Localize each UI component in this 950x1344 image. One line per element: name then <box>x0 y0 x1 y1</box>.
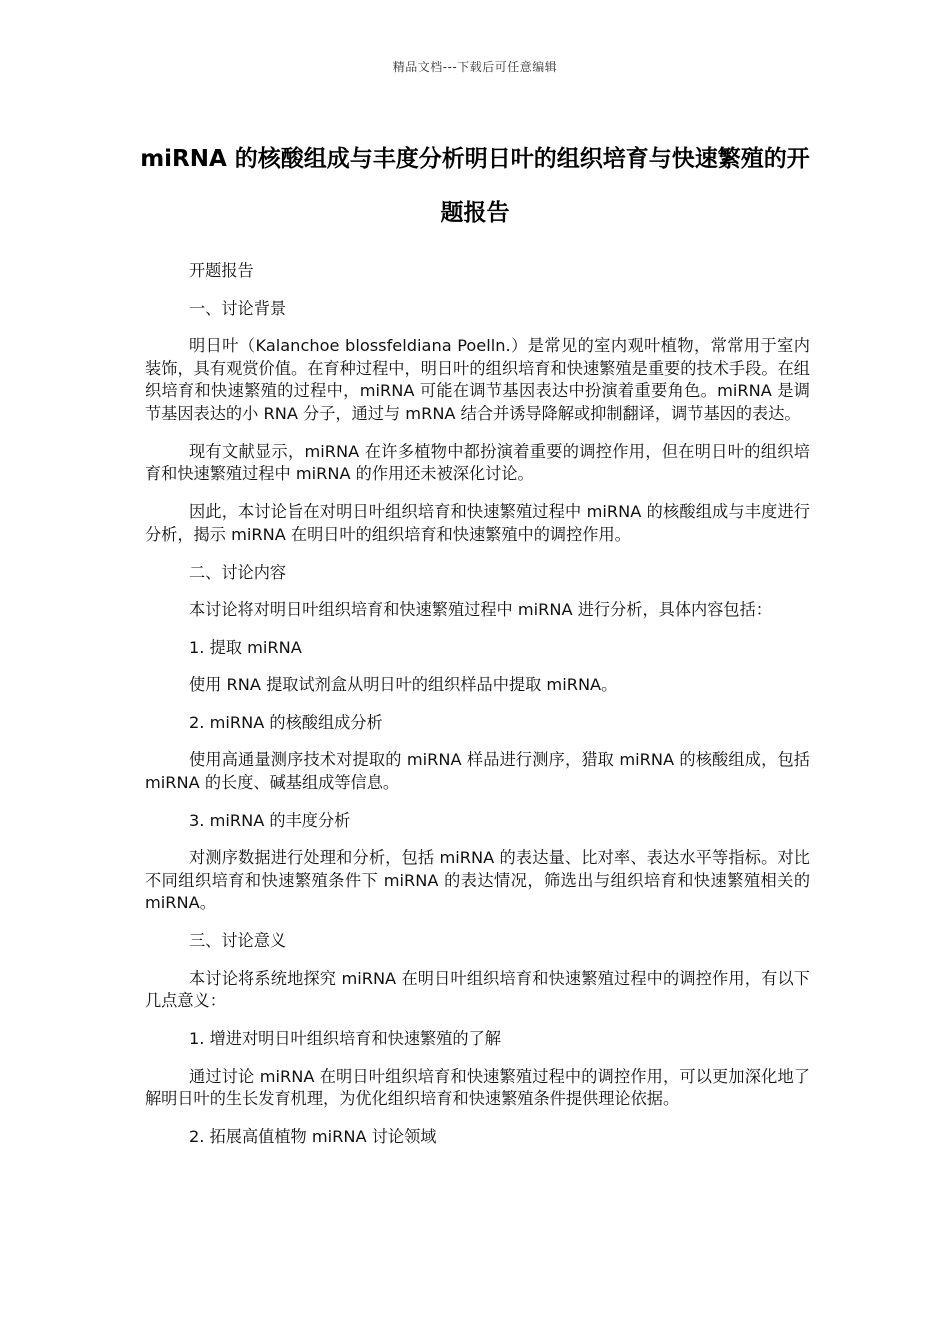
paragraph: 现有文献显示，miRNA 在许多植物中都扮演着重要的调控作用，但在明日叶的组织培育和快速繁殖过程中 miRNA 的作用还未被深化讨论。 <box>145 441 810 483</box>
page-header: 精品文档---下载后可任意编辑 <box>392 60 558 74</box>
document-title: miRNA 的核酸组成与丰度分析明日叶的组织培育与快速繁殖的开题报告 <box>140 146 810 226</box>
list-heading: 2. miRNA 的核酸组成分析 <box>189 712 383 732</box>
list-heading: 3. miRNA 的丰度分析 <box>189 810 351 830</box>
paragraph: 通过讨论 miRNA 在明日叶组织培育和快速繁殖过程中的调控作用，可以更加深化地了解明日叶的生长发育机理，为优化组织培育和快速繁殖条件提供理论依据。 <box>145 1066 810 1108</box>
list-heading: 1. 增进对明日叶组织培育和快速繁殖的了解 <box>189 1029 501 1048</box>
document-body <box>145 260 810 1164</box>
paragraph: 本讨论将对明日叶组织培育和快速繁殖过程中 miRNA 进行分析，具体内容包括： <box>189 600 772 619</box>
section-heading: 二、讨论内容 <box>189 562 287 582</box>
paragraph: 开题报告 <box>189 261 254 280</box>
paragraph: 本讨论将系统地探究 miRNA 在明日叶组织培育和快速繁殖过程中的调控作用，有以下几点意义： <box>145 968 810 1010</box>
paragraph: 明日叶（Kalanchoe blossfeldiana Poelln.）是常见的室内观叶植物，常常用于室内装饰，具有观赏价值。在育种过程中，明日叶的组织培育和快速繁殖是重要的技术手段。在组织培育和快速繁殖的过程中，miRNA 可能在调节基因表达中扮演着重要角色。miRNA 是调节基因表达的小 RNA 分子，通过与 mRNA 结合并诱导降解或抑制翻译，调节基因的表达。 <box>145 336 810 423</box>
section-heading: 三、讨论意义 <box>189 931 287 950</box>
section-heading: 一、讨论背景 <box>189 298 287 318</box>
paragraph: 使用 RNA 提取试剂盒从明日叶的组织样品中提取 miRNA。 <box>189 675 618 694</box>
paragraph: 对测序数据进行处理和分析，包括 miRNA 的表达量、比对率、表达水平等指标。对比不同组织培育和快速繁殖条件下 miRNA 的表达情况，筛选出与组织培育和快速繁殖相关的 miRNA。 <box>145 848 810 912</box>
list-heading: 1. 提取 miRNA <box>189 637 302 657</box>
paragraph: 因此，本讨论旨在对明日叶组织培育和快速繁殖过程中 miRNA 的核酸组成与丰度进行分析，揭示 miRNA 在明日叶的组织培育和快速繁殖中的调控作用。 <box>145 502 810 544</box>
paragraph: 使用高通量测序技术对提取的 miRNA 样品进行测序，猎取 miRNA 的核酸组成，包括 miRNA 的长度、碱基组成等信息。 <box>145 750 810 792</box>
list-heading: 2. 拓展高值植物 miRNA 讨论领域 <box>189 1127 437 1146</box>
